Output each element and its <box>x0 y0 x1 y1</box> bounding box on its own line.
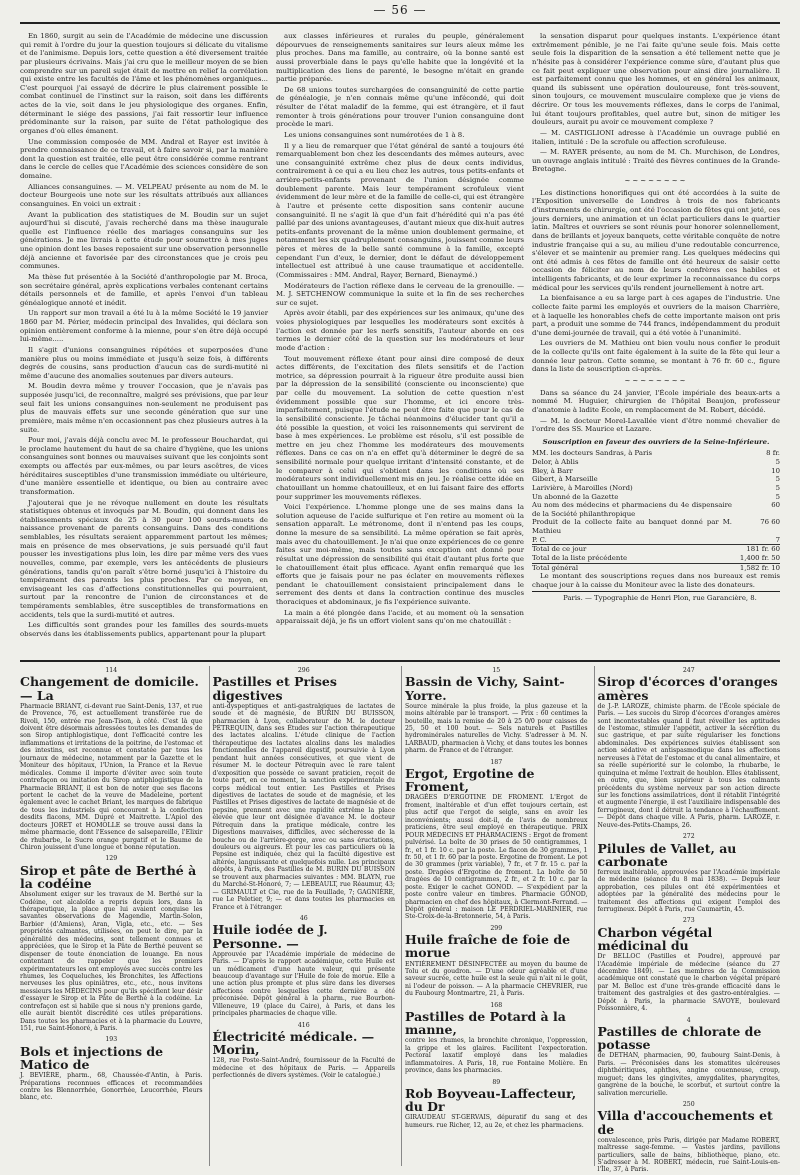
advertisement <box>405 759 588 921</box>
ad-body: Source minérale la plus froide, la plus gazeuse et la moins altérable par le transport. — Prix : 60 centimes la bouteille, mais la remise de 20 à 25 0/0 pour caisses de 25, 50 et 100 bout. — Sels naturels et Pastilles hydrominérales naturelles de Vichy. S'adresser à M. N. LARBAUD, pharmacien à Vichy, et dans toutes les bonnes pharm. de France et de l'étranger. <box>405 702 588 755</box>
advertisement <box>598 833 781 913</box>
ad-body: DRAGÉES D'ERGOTINE DE FROMENT. L'Ergot de froment, inaltérable et d'un effet toujours certain, est plus actif que l'ergot de seigle, sans en avoir les inconvénients; aussi doit-il, de l'avis de nombreux praticiens, être seul employé en thérapeutique. PRIX POUR MÉDECINS ET PHARMACIENS : Ergot de froment pulvérisé. La boîte de 30 prises de 50 centigrammes, 1 fr., et 1 fr. 10 c. par la poste. Le flacon de 30 grammes, 1 fr. 50, et 1 fr. 60 par la poste. Ergotine de froment. Le pot de 30 grammes (prix variable), 7 fr., et 7 fr. 15 c. par la poste. Dragées d'Ergotine de froment. La boîte de 50 dragées de 10 centigrammes, 2 fr., et 2 fr. 10 c. par la poste. Exiger le cachet GONOD. — S'expédient par la poste contre valeur en timbres. Pharmacie GONOD, pharmacien en chef des hôpitaux, à Clermont-Ferrand. — Dépôt général : maison LE PERDRIEL-MARINIER, rue Ste-Croix-de-la-Bretonnerie, 54, à Paris. <box>405 794 588 921</box>
advertisement <box>598 917 781 1012</box>
paragraph: La bienfaisance a eu sa large part à ces agapes de l'industrie. Une collecte faite parmi les employés et ouvriers de la maison Charrière, et à laquelle les honorables chefs de cette importante maison ont pris part, a produit une somme de 744 francs, indépendamment du produit d'une demi-journée de travail, qui a été votée à l'unanimité. <box>532 294 780 337</box>
subscription-row <box>532 501 780 518</box>
advertisement <box>405 1002 588 1075</box>
paragraph: De 68 unions toutes surchargées de consanguinité de cette partie de généalogie, je n'en connais même qu'une infécondé, qui doit résulter de l'état maladif de la femme, qui est étrangère, et il faut remonter à trois générations pour trouver l'union consanguine dont procède le mari. <box>276 85 524 129</box>
advertisements <box>20 666 780 1174</box>
advertisement <box>405 925 588 998</box>
subscription-label: Un abonné de la Gazette <box>532 492 619 501</box>
subscription-label: P. C. <box>532 535 547 544</box>
subscription-amount: 5 <box>775 492 780 501</box>
paragraph: — M. le docteur Morel-Lavallée vient d'être nommé chevalier de l'ordre des SS. Maurice et Lazare. <box>532 416 780 434</box>
subscription-row <box>532 475 780 484</box>
ad-number: 46 <box>299 914 308 922</box>
advertisement <box>598 1017 781 1097</box>
subscription-label: Total de la liste précédente <box>532 553 628 562</box>
ad-number: 4 <box>686 1016 691 1024</box>
paragraph: Voici l'expérience. L'homme plonge une de ses mains dans la solution aqueuse de l'acide sulfurique et l'en retire au moment où la sensation apparaît. Le métronome, dont il n'entend pas les coups, donne la mesure de sa sensibilité. La même opération se fait après, mais avec du chatouillement. Je n'ai que onze expériences de ce genre faites sur moi-même, mais toutes sans exception ont donné pour résultat une dépression de sensibilité qui était d'autant plus forte que le chatouillement était plus efficace. Ayant enfin remarqué que les efforts que je faisais pour ne pas éclater en mouvements réflexes pendant le chatouillement consistaient principalement dans le serrement des dents et dans la contraction continue des muscles thoraciques et abdominaux, je fis l'expérience suivante. <box>276 503 524 606</box>
imprint: Paris. — Typographie de Henri Plon, rue Garancière, 8. <box>532 591 780 603</box>
ad-body: de DETHAN, pharmacien, 90, faubourg Saint-Denis, à Paris. — Préconisées dans les stomatites ulcéreuses diphthéritiques, aphthes, angine couenneuse, croup, muguet; dans les gingivites, amygdalites, pharyngites, gangrène de la bouche, le scorbut, et surtout contre la salivation mercurielle. <box>597 1052 780 1097</box>
ad-title: Bols et injections de Matico de <box>20 1043 164 1072</box>
ad-number: 114 <box>105 667 118 674</box>
ad-title: Ergot, Ergotine de Froment, <box>405 766 535 795</box>
ad-column <box>401 666 588 1166</box>
paragraph: Il s'agit d'unions consanguines répétées et superposées d'une manière plus ou moins immédiate et jusqu'à seize fois, à différents degrés de cousins, sans production d'aucun cas de surdi-mutité ni même d'aucune des anomalies soutenues par divers auteurs. <box>20 345 268 380</box>
ad-number: 15 <box>492 667 501 674</box>
subscription-amount: 1,400 fr. 50 <box>739 553 780 562</box>
ad-title: Pastilles et Prises digestives <box>212 674 337 703</box>
paragraph: Les distinctions honorifiques qui ont été accordées à la suite de l'Exposition universelle de Londres à trois de nos fabricants d'instruments de chirurgie, ont été l'occasion de fêtes qui ont jeté, ces jours derniers, une animation et un éclat particuliers dans le quartier latin. Maîtres et ouvriers se sont réunis pour honorer solennellement, dans de brillants et joyeux banquets, cette véritable conquête de notre industrie française qui a su, au milieu d'une redoutable concurrence, s'élever et se maintenir au premier rang. Les quelques médecins qui ont été admis à ces fêtes de famille ont été heureux de saisir cette occasion de féliciter au nom de leurs confrères ces habiles et intelligents fabricants, et de leur exprimer la reconnaissance du corps médical pour les services qu'ils rendent journellement à notre art. <box>532 188 780 292</box>
ad-title: Sirop et pâte de Berthé à la codéine <box>20 862 197 891</box>
ad-title: Changement de domicile. — La <box>20 674 199 703</box>
column-right <box>532 32 780 657</box>
subscription-note: Le montant des souscriptions reçues dans nos bureaux est remis chaque jour à la caisse du Moniteur avec la liste des donateurs. <box>532 572 780 589</box>
ad-column <box>20 666 203 1166</box>
subscription-amount: 76 60 <box>760 518 780 527</box>
ad-body: contre les rhumes, la bronchite chronique, l'oppression, la grippe et les glaires. Facilitent l'expectoration. Pectoral laxatif employé dans les maladies inflammatoires. A Paris, 18, rue Fontaine Molière. En province, dans les pharmacies. <box>405 1037 588 1075</box>
paragraph: Les unions consanguines sont numérotées de 1 à 8. <box>284 130 465 139</box>
advertisement <box>20 1036 203 1101</box>
paragraph: Les ouvriers de M. Mathieu ont bien voulu nous confier le produit de la collecte qu'ils ont faite également à la suite de la fête qui leur a donnée leur patron. Cette somme, se montant à 76 fr. 60 c., figure dans la liste de souscription ci-après. <box>532 339 780 374</box>
ad-title: Huile iodée de J. Personne. — <box>212 922 328 951</box>
ad-number: 272 <box>682 833 695 841</box>
ad-body: ENTIÈREMENT DÉSINFECTÉE au moyen du baume de Tolu et du goudron. — D'une odeur agréable et d'une saveur sucrée, cette huile est la seule qui n'ait ni le goût, ni l'odeur de poisson. — A la pharmacie CHEVRIER, rue du Faubourg Montmartre, 21, à Paris. <box>405 960 588 998</box>
paragraph: Alliances consanguines. — M. VELPEAU présente au nom de M. le docteur Bourgeois une note sur les résultats attribués aux alliances consanguines. En voici un extrait : <box>20 182 268 208</box>
ad-title: Charbon végétal médicinal du <box>597 924 713 953</box>
subscription-label: Gibert, à Marseille <box>532 475 598 484</box>
subscription-label: Larivière, à Maroilles (Nord) <box>532 483 633 492</box>
paragraph: Les difficultés sont grandes pour les familles des sourds-muets observés dans les établissements publics, appartenant pour la plupart <box>20 621 268 638</box>
ad-body: Dr BELLOC (Pastilles et Poudre), approuvé par l'Académie impériale de médecine (séance du 27 décembre 1849). — Les membres de la Commission académique ont constaté que le charbon végétal préparé par M. Belloc est d'une très-grande efficacité dans le traitement des gastralgies et des gastro-entéralgies. — Dépôt à Paris, la pharmacie SAVOYE, boulevard Poissonnière, 4. <box>597 953 780 1013</box>
ad-title: Huile fraîche de foie de morue <box>405 932 571 961</box>
subscription-table <box>532 449 780 572</box>
ad-body: Approuvée par l'Académie impériale de médecine de Paris. — D'après le rapport académique, cette Huile est un médicament d'une haute valeur, qui présente beaucoup d'avantage sur l'Huile de foie de morue. Elle a une action plus prompte et plus sûre dans les diverses affections contre lesquelles cette dernière a été préconisée. Dépôt général à la pharm., rue Bourbon-Villeneuve, 19 (place du Caire), à Paris, et dans les principales pharmacies de chaque ville. <box>212 950 395 1018</box>
paragraph: la sensation disparut pour quelques instants. L'expérience étant extrêmement pénible, je ne l'ai faite qu'une seule fois. Mais cette seule fois la disparition de la sensation a été tellement nette que je n'hésite pas à considérer l'expérience comme sûre, d'autant plus que ce fait peut expliquer une observation pour ainsi dire journalière. Il est parfaitement connu que les hommes, et en général les animaux, quand ils subissent une opération douloureuse, font très-souvent, sinon toujours, ce mouvement musculaire complexe que je viens de décrire. Or tous les mouvements réflexes, dans le corps de l'animal, lui étant toujours profitables, quel autre but, sinon de mitiger les douleurs, aurait pu avoir ce mouvement complexe ? <box>532 32 780 127</box>
article-columns <box>20 32 780 657</box>
paragraph: Modérateurs de l'action réflexe dans le cerveau de la grenouille. — M. J. SETCHENOW communique la suite et la fin de ses recherches sur ce sujet. <box>276 281 524 307</box>
subscription-row <box>532 518 780 535</box>
ad-title: Sirop d'écorces d'oranges amères <box>597 674 778 703</box>
ad-number: 296 <box>297 667 310 674</box>
ad-number: 250 <box>682 1100 695 1108</box>
advertisement <box>405 667 588 755</box>
ad-body: J. BEVIÈRE, pharm., 68, Chaussée-d'Antin, à Paris. Préparations reconnues efficaces et recommandées contre les Blennorrhée, Gonorrhée, Leucorrhée, Fleurs blanc, etc. <box>20 1072 203 1102</box>
paragraph: Il y a lieu de remarquer que l'état général de santé a toujours été remarquablement bon chez les descendants des mêmes auteurs, avec une consanguinité extrême chez plus de deux cents individus, contrairement à ce qui a eu lieu chez les autres, tous petits-enfants et arrière-petits-enfants provenant de l'union désignée comme doublement parente. Mais leur tempérament scrofuleux vient évidemment de leur mère et de la famille de celle-ci, qui est étrangère à l'autre et présente cette disposition sans contenir aucune consanguinité. Il ne s'agit là que d'un fait d'hérédité qui n'a pas été pallié par des unions avantageuses, d'autant mieux que dix-huit autres petits-enfants provenant de la même union doublement germaine, et notamment les six quadruplement consanguins, jouissent comme leurs pères et mères de la belle santé commune à la famille, excepté cependant l'un d'eux, le dernier, dont le défaut de développement intellectuel est attribué à une cause traumatique et accidentelle. (Commissaires : MM. Andral, Rayer, Bernard, Bienaymé.) <box>276 141 524 279</box>
advertisement <box>213 915 396 1018</box>
ad-body: convalescence, près Paris, dirigée par Madame ROBERT, maîtresse sage-femme. — Vastes jardins, pavillons particuliers, salle de bains, bibliothèque, piano, etc. S'adresser à M. ROBERT, médecin, rue Saint-Louis-en-l'Île, 37, à Paris. <box>597 1136 780 1174</box>
ad-title: Pastilles de Potard à la manne, <box>405 1009 566 1038</box>
paragraph: — M. RAYER présente, au nom de M. Ch. Murchison, de Londres, un ouvrage anglais intitulé : Traité des fièvres continues de la Grande-Bretagne. <box>532 148 780 174</box>
paragraph: Avant la publication des statistiques de M. Boudin sur un sujet aujourd'hui si discuté, j'avais recherché dans ma thèse inaugurale quelle est l'influence réelle des mariages consanguins sur les générations. Je me livrais à cette étude pour soumettre à mes juges une opinion dont les bases reposaient sur une observation personnelle déjà ancienne et favorisée par des circonstances que je crois peu communes. <box>20 210 268 271</box>
subscription-label: Total de ce jour <box>532 545 732 554</box>
paragraph: Un rapport sur mon travail a été lu à la même Société le 19 janvier 1860 par M. Périer, médecin principal des Invalides, qui déclara son opinion entièrement conforme à la mienne, pour s'en être déjà occupé lui-même..... <box>20 309 268 344</box>
paragraph: J'ajouterai que je ne révoque nullement en doute les résultats statistiques obtenus et invoqués par M. Boudin, qui donnent dans les établissements spéciaux de 25 à 30 pour 100 sourds-muets de naissance provenant de parents consanguins. Dans des conditions semblables, les résultats seraient apparemment partout les mêmes; mais en présence de mes observations, je suis persuadé qu'il faut pousser les investigations plus loin, les dire par même vers des vues nouvelles, comme, par exemple, vers les antécédents de plusieurs générations, tandis qu'on paraît s'être borné jusqu'ici à l'histoire du tempérament des parents les plus proches. Par ce moyen, en envisageant les cas d'affections constitutionnelles qui pourraient, surtout par la rencontre de l'union de circonstances et de tempéraments semblables, être susceptibles de transformations en accidents, tels que la surdi-mutité et autres. <box>20 498 268 619</box>
ad-number: 299 <box>490 924 503 932</box>
subscription-title: Souscription en faveur des ouvriers de la Seine-Inférieure. <box>542 437 770 446</box>
subscription-label: Au nom des médecins et pharmaciens du 4e dispensaire de la Société philanthropique <box>532 501 732 518</box>
ad-column <box>209 666 396 1166</box>
advertisement <box>213 1022 396 1080</box>
subscription-amount: 1,582 fr. 10 <box>732 563 780 572</box>
subscription-row <box>532 449 780 458</box>
paragraph: Une commission composée de MM. Andral et Rayer est invitée à prendre connaissance de ce travail, et à faire savoir si, par la manière dont la question est traitée, elle peut être considérée comme rentrant dans le cercle de celles que l'Académie des sciences considère de son domaine. <box>20 137 268 180</box>
subscription-row <box>532 484 780 493</box>
subscription-row <box>532 563 780 572</box>
paragraph: La main a été plongée dans l'acide, et au moment où la sensation apparaissait déjà, je fis un effort violent sans qu'on me chatouillât : <box>276 608 524 626</box>
ad-number: 273 <box>682 917 695 925</box>
advertisement <box>598 1101 781 1174</box>
paragraph: Tout mouvement réflexe étant pour ainsi dire composé de deux actes différents, de l'excitation des filets sensitifs et de l'action motrice, sa dépression pourrait à la rigueur être produite aussi bien par la dépression de la sensibilité (consciente ou inconsciente) que par celle du mouvement. La solution de cette question n'est évidemment possible que sur l'homme, et ici encore très-imparfaitement, puisque l'étude ne peut être faite que pour le cas de la sensibilité consciente. Je tâchai néanmoins d'élucider tant qu'il a été possible la question, et voici les raisonnements qui servirent de base à mes expériences. Le problème est résolu, s'il est possible de mettre en jeu chez l'homme les modérateurs des mouvements réflexes. Dans ce cas on n'a en effet qu'à déterminer le degré de sa sensibilité normale pour quelque irritant d'intensité constante, et de le comparer à celui qui s'obtient dans les conditions où ses modérateurs sont individuellement mis en jeu. Je réalise cette idée en chatouillant un homme chatouilleux, et en lui faisant faire des efforts pour supprimer les mouvements réflexes. <box>276 354 524 501</box>
subscription-row <box>532 493 780 502</box>
ad-number: 129 <box>105 855 118 863</box>
ad-title: Rob Boyveau-Laffecteur, du Dr <box>405 1086 577 1115</box>
ornament-divider: ~~~~~~~~ <box>624 376 688 385</box>
paragraph: Ma thèse fut présentée à la Société d'anthropologie par M. Broca, son secrétaire général, après explications verbales contenant certains détails personnels et de famille, et après l'envoi d'un tableau généalogique annoté et inédit. <box>20 272 268 307</box>
subscription-row <box>532 536 780 545</box>
ad-title: Pilules de Vallet, au carbonate <box>597 840 737 869</box>
ad-title: Pastilles de chlorate de potasse <box>597 1024 762 1053</box>
ad-number: 168 <box>490 1001 503 1009</box>
paragraph: aux classes inférieures et rurales du peuple, généralement dépourvues de renseignements sanitaires sur leurs aïeux même les plus proches. Dans ma famille, au contraire, où la bonne santé est aussi proverbiale dans le pays qu'elle habite que la longévité et la multiplication des liens de parenté, le besogne m'était en grande partie préparée. <box>276 32 524 84</box>
column-middle <box>276 32 524 657</box>
ad-number: 89 <box>492 1078 501 1086</box>
advertisement <box>598 667 781 829</box>
ad-body: 128, rue Poste-Saint-André, fournisseur de la Faculté de médecine et des hôpitaux de Paris. — Appareils perfectionnés de divers systèmes. (Voir le catalogue.) <box>212 1057 395 1080</box>
advertisement <box>213 667 396 911</box>
ad-body: Absolument exiger sur les travaux de M. Berthé sur la Codéine, cet alcaloïde a repris depuis lors, dans la thérapeutique, la place que lui avaient conquise les savantes observations de Magendie, Martin-Solon, Barbier (d'Amiens), Aran, Vigla, etc., etc. — Ses propriétés calmantes, utilisées, on peut le dire, par la généralité des médecins, sont tellement connues et appréciées, que le Sirop et la Pâte de Berthé peuvent se dispenser de toute énonciation de louange. En nous contentant de rappeler que les premiers expérimentateurs les ont employés avec succès contre les rhumes, les Coqueluches, les Bronchites, les Affections nerveuses les plus opiniâtres, etc., etc., nous invitons messieurs les MÉDECINS pour qu'ils spécifient leur désir d'essayer le Sirop et la Pâte de Berthé à la codéine. La contrefaçon est si habile que si nous n'y prenions garde, elle aurait bientôt discrédité ces utiles préparations. Dans toutes les pharmacies et à la pharmacie du Louvre, 151, rue Saint-Honoré, à Paris. <box>20 891 203 1032</box>
ad-title: Bassin de Vichy, Saint-Yorre. <box>405 674 565 703</box>
paragraph: Dans sa séance du 24 janvier, l'École impériale des beaux-arts a nommé M. Huguier, chirurgien de l'hôpital Beaujon, professeur d'anatomie à ladite École, en remplacement de M. Robert, décédé. <box>532 388 780 414</box>
subscription-row <box>532 458 780 467</box>
ad-body: GIRAUDEAU ST-GERVAIS, dépuratif du sang et des humeurs. rue Richer, 12, au 2e, et chez les pharmaciens. <box>405 1114 588 1129</box>
subscription-row <box>532 545 780 554</box>
ad-body: anti-dyspeptiques et anti-gastralgiques de lactates de soude et de magnésie, de BURIN DU BUISSON, pharmacien à Lyon, collaborateur de M. le docteur PÉTREQUIN, dans ses Études sur l'action thérapeutique des lactates alcalins. L'étude clinique de l'action thérapeutique des lactates alcalins dans les maladies fonctionnelles de l'appareil digestif, poursuivie à Lyon pendant huit années consécutives, et que vient de résumer M. le docteur Pétrequin avec le rare talent d'exposition que possède ce savant praticien, reçoit de toute part, en ce moment, la sanction expérimentale du corps médical tout entier. Les Pastilles et Prises digestives de lactates de soude et de magnésie, et les Pastilles et Prises digestives de lactate de magnésie et de pepsine, prennent avec une rapidité extrême la place élevée que leur ont désignée d'avance M. le docteur Pétrequin dans la pratique médicale, contre les Digestions mauvaises, difficiles, avec sécheresse de la bouche ou de l'arrière-gorge, avec ou sans éructations, douleurs ou aigreurs. Et pour les cas particuliers où la Pepsine est indiquée, chez qui la faculté digestive est altérée, languissante et quelquefois nulle. Les principaux dépôts, à Paris, des Pastilles de M. BURIN DU BUISSON se trouvent aux pharmacies suivantes : MM. BLAYN, rue du Marché-St-Honoré, 7; — LEBEAULT, rue Réaumur, 43; — GRIMAULT et Cie, rue de la Feuillade, 7; GAGNIÈRE, rue Le Peletier, 9; — et dans toutes les pharmacies en France et à l'étranger. <box>212 702 395 911</box>
subscription-amount: 5 <box>775 483 780 492</box>
ad-body: Pharmacie BRIANT, ci-devant rue Saint-Denis, 137, et rue de Provence, 76, est actuellement transférée rue de Rivoli, 150, entrée rue Jean-Tison, à côté. C'est là que doivent être désormais adressées toutes les demandes de son Sirop antiphlogistique, dont l'efficacité contre les inflammations et irritations de la poitrine, de l'estomac et des intestins, est reconnue et constatée par tous les journaux de médecine, notamment par la Gazette et le Moniteur des hôpitaux, l'Union, la France et la Revue médicales. Comme il importe d'éviter avec soin toute contrefaçon ou imitation du Sirop antiphlogistique de la Pharmacie BRIANT, il est bon de noter que ses flacons portent le cachet de la veuve de Madeleine, portent également avec le cachet Briant, les marques de fabrique de tous les industriels qui concourent à la confection desdits flacons, MM. Dupré et Maitrette. L'Apiol des docteurs JORET et HOMOLLE se trouve aussi dans la même pharmacie, dont l'Essence de salsepareille, l'Elixir de rhubarbe, le Sucre orange purgatif et le Baume de Chiron jouissent d'une longue et bonne réputation. <box>20 702 203 851</box>
ad-title: Villa d'accouchements et de <box>597 1108 773 1137</box>
ad-body: de J.-P. LAROZE, chimiste pharm. de l'École spéciale de Paris. — Les succès du Sirop d'écorces d'oranges amères sont incontestables quand il faut réveiller les aptitudes de l'estomac, stimuler l'appétit, activer la sécrétion du suc gastrique, et par suite régulariser les fonctions abdominales. Des expériences suivies établissent son action sédative et antispasmodique dans les affections nerveuses à l'état de l'estomac et du canal alimentaire, et sa réelle supériorité sur le colombo, la rhubarbe, le quinquina et même l'extrait de houblon. Elles établissent, en outre, que, bien supérieur à tous les calmants précédents du système nerveux par son action directe sur les fonctions assimilatrices, dont il rétablit l'intégrité et augmente l'énergie, il est l'auxiliaire indispensable des ferrugineux, dont il détruit la tendance à l'échauffement. — Dépôt dans chaque ville. A Paris, pharm. LAROZE, r. Neuve-des-Petits-Champs, 26. <box>597 702 780 829</box>
ad-number: 193 <box>105 1036 118 1044</box>
paragraph: — M. CASTIGLIONI adresse à l'Académie un ouvrage publié en italien, intitulé : De la scrofule ou affection scrofuleuse. <box>532 128 780 146</box>
subscription-label: MM. les docteurs Sandras, à Paris <box>532 449 652 458</box>
subscription-amount: 8 fr. <box>766 449 780 458</box>
ad-number: 416 <box>297 1021 310 1029</box>
subscription-amount: 10 <box>771 466 780 475</box>
advertisement <box>20 855 203 1032</box>
subscription-amount: 5 <box>775 458 780 466</box>
subscription-label: Delor, à Ablis <box>532 458 579 466</box>
advertisement <box>405 1079 588 1130</box>
subscription-label: Bley, à Barr <box>532 466 573 475</box>
paragraph: Pour moi, j'avais déjà conclu avec M. le professeur Bouchardat, qui le proclame hautement du haut de sa chaire d'hygiène, que les unions consanguines sont bonnes ou mauvaises suivant que les conjoints sont exempts ou affectés par eux-mêmes, ou par leurs ascêtres, de vices héréditaires susceptibles d'une transmission immédiate ou ultérieure, d'une manière essentielle et identique, ou bien au contraire avec transformation. <box>20 436 268 496</box>
ornament-divider: ~~~~~~~~ <box>624 177 688 185</box>
ad-column <box>594 666 781 1174</box>
subscription-amount: 181 fr. 60 <box>732 545 780 554</box>
ad-body: ferreux inaltérable, approuvées par l'Académie impériale de médecine (séance du 8 mai 1838). — Depuis leur approbation, ces pilules ont été expérimentées et adoptées par la généralité des médecins pour le traitement des affections qui exigent l'emploi des ferrugineux. Dépôt à Paris, rue Caumartin, 45. <box>597 868 780 913</box>
ad-title: Électricité médicale. — Morin, <box>212 1029 375 1058</box>
column-left <box>20 32 268 657</box>
paragraph: Après avoir établi, par des expériences sur les animaux, qu'une des voies physiologiques par lesquelles les modérateurs sont excités à l'action est donnée par les nerfs sensitifs, l'auteur aborde en ces termes le dernier côté de la question sur les modérateurs et leur mode d'action : <box>276 309 524 352</box>
subscription-label: Total général <box>532 563 732 572</box>
subscription-label: Produit de la collecte faite au banquet donné par M. Mathieu <box>532 518 732 535</box>
ad-rule <box>20 660 780 662</box>
paragraph: En 1860, surgit au sein de l'Académie de médecine une discussion qui remit à l'ordre du jour la question toujours si délicate du vitalisme et de l'animisme. Depuis lors, cette question a été diversement traitée par plusieurs écrivains. Mais j'ai cru que le meilleur moyen de se bien comprendre sur un pareil sujet était de mettre en relief la corrélation qui existe entre les facultés de l'âme et les phénomènes organiques... C'est pourquoi j'ai essayé de décrire le plus clairement possible le combat continuel de l'instinct sur la raison, soit dans les différents actes de la vie, soit dans le jeu physiologique des organes. Enfin, déterminant le siége des passions, j'ai fait ressortir leur influence prédominante sur la raison, par suite de l'état pathologique des organes d'où elles émanent. <box>20 32 268 135</box>
subscription-amount: 5 <box>775 475 780 484</box>
advertisement <box>20 667 203 851</box>
top-rule <box>20 22 780 24</box>
ad-number: 247 <box>682 667 695 674</box>
page-number: — 56 — <box>373 3 427 17</box>
paragraph: M. Boudin devra même y trouver l'occasion, que je n'avais pas supposée jusqu'ici, de reconnaître, malgré ses prévisions, que par leur seul fait les unions consanguines non-seulement ne produisent pas plus de mauvais effets sur une seconde génération que sur une première, mais même n'en occasionnent pas chez plusieurs autres à la suite. <box>20 382 268 434</box>
ad-number: 187 <box>490 758 503 766</box>
subscription-amount: 7 <box>775 535 780 544</box>
subscription-amount: 60 <box>771 501 780 510</box>
subscription-row <box>532 467 780 476</box>
subscription-row <box>532 554 780 563</box>
